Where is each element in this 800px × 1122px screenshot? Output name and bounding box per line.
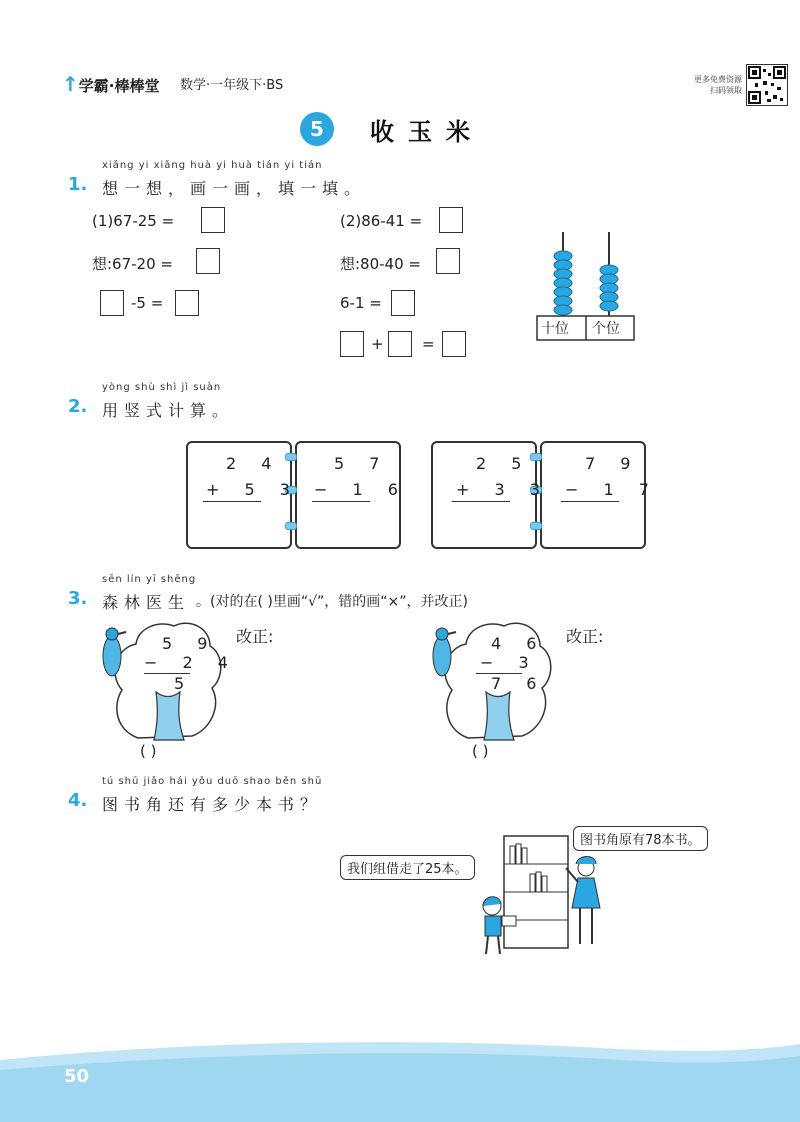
- vertical-calc-top: 5 7: [334, 454, 390, 473]
- calc-line: [452, 501, 510, 502]
- q3-title: 森林医生: [102, 593, 191, 612]
- abacus-ones-label: 个位: [592, 321, 620, 337]
- q3-number: 3.: [68, 588, 88, 609]
- correction-label: 改正:: [236, 627, 274, 646]
- answer-box[interactable]: [391, 290, 415, 316]
- q1-instruction: 想一想，画一画，填一填。: [102, 179, 367, 198]
- answer-box[interactable]: [388, 331, 412, 357]
- footer-wave-decoration: [0, 1030, 800, 1122]
- notebook-ring: [285, 522, 297, 530]
- lesson-number-badge: 5: [300, 112, 334, 146]
- answer-box[interactable]: [436, 248, 460, 274]
- doctor-calc-top: 4 6: [491, 634, 547, 653]
- vertical-calc-bottom: + 3 3: [456, 480, 550, 499]
- q3-pinyin: sēn lín yī shēng: [102, 574, 197, 585]
- q1-left-line1: (1)67-25 =: [92, 212, 175, 230]
- qr-code-icon[interactable]: [746, 64, 788, 106]
- speech-bubble-boy: 我们组借走了25本。: [340, 855, 475, 880]
- vertical-calc-top: 2 5: [476, 454, 532, 473]
- qr-caption-line1: 更多免费资源: [694, 75, 742, 84]
- answer-box[interactable]: [442, 331, 466, 357]
- answer-box[interactable]: [201, 207, 225, 233]
- notebook-ring: [530, 522, 542, 530]
- correction-label: 改正:: [566, 627, 604, 646]
- calc-line: [561, 501, 619, 502]
- answer-box[interactable]: [175, 290, 199, 316]
- doctor-calc-mid: − 3: [480, 653, 539, 672]
- vertical-calc-bottom: − 1 7: [565, 480, 659, 499]
- judge-paren[interactable]: ( ): [472, 742, 489, 760]
- q4-pinyin: tú shū jiǎo hái yǒu duō shao běn shū: [102, 776, 323, 787]
- calc-line: [312, 501, 370, 502]
- q4-number: 4.: [68, 790, 88, 811]
- q1-left-line3: -5 =: [131, 294, 164, 312]
- doctor-calc-mid: − 2 4: [144, 653, 238, 672]
- answer-box[interactable]: [340, 331, 364, 357]
- brand-logo: ↑学霸·棒棒堂: [62, 72, 160, 96]
- plus-sign: +: [371, 335, 384, 353]
- doctor-calc-top: 5 9: [162, 634, 218, 653]
- judge-paren[interactable]: ( ): [140, 742, 157, 760]
- q1-right-line3: 6-1 =: [340, 294, 382, 312]
- speech-bubble-girl: 图书角原有78本书。: [573, 826, 708, 851]
- q4-instruction: 图书角还有多少本书？: [102, 795, 323, 814]
- q2-pinyin: yòng shù shì jì suàn: [102, 382, 222, 393]
- calc-line: [203, 501, 261, 502]
- doctor-calc-result: 7 6: [491, 674, 547, 693]
- q3-instruction: 。(对的在( )里画“√”，错的画“×”，并改正): [196, 594, 468, 610]
- notebook-ring: [530, 453, 542, 461]
- doctor-calc-result: 5: [174, 674, 195, 693]
- lesson-title: 收玉米: [370, 118, 484, 146]
- vertical-calc-bottom: − 1 6: [314, 480, 408, 499]
- q2-instruction: 用竖式计算。: [102, 401, 235, 420]
- vertical-calc-top: 7 9: [585, 454, 641, 473]
- q2-number: 2.: [68, 396, 88, 417]
- qr-caption-line2: 扫码领取: [710, 86, 742, 95]
- abacus-tens-label: 十位: [541, 321, 569, 337]
- page-number: 50: [64, 1066, 90, 1087]
- equals-sign: =: [422, 335, 435, 353]
- notebook-ring: [285, 453, 297, 461]
- bookshelf-scene-illustration: [470, 834, 610, 958]
- answer-box[interactable]: [100, 290, 124, 316]
- q1-number: 1.: [68, 174, 88, 195]
- vertical-calc-bottom: + 5 3: [206, 480, 300, 499]
- answer-box[interactable]: [439, 207, 463, 233]
- q1-right-line2: 想:80-40 =: [340, 255, 421, 273]
- vertical-calc-top: 2 4: [226, 454, 282, 473]
- q1-left-line2: 想:67-20 =: [92, 255, 173, 273]
- answer-box[interactable]: [196, 248, 220, 274]
- subject-label: 数学·一年级下·BS: [180, 78, 284, 93]
- q1-pinyin: xiǎng yi xiǎng huà yi huà tián yi tián: [102, 160, 323, 171]
- q1-right-line1: (2)86-41 =: [340, 212, 423, 230]
- qr-caption: [690, 74, 742, 96]
